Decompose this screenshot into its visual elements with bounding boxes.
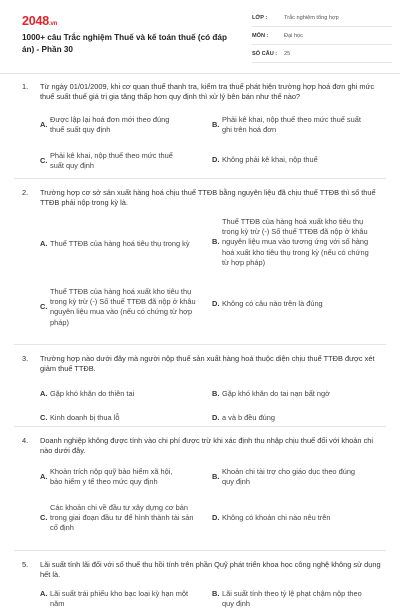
option-text: Phải kê khai, nộp thuế theo mức thuế suất quy định xyxy=(50,150,173,171)
divider xyxy=(14,550,386,551)
option-text: Thuế TTĐB của hàng hoá tiêu thụ trong kỳ xyxy=(50,238,190,248)
option-c[interactable] xyxy=(40,503,215,534)
option-letter: A. xyxy=(40,119,48,129)
option-c[interactable] xyxy=(40,287,215,328)
option-b[interactable] xyxy=(212,389,382,399)
question-text: Trường hợp cơ sở sản xuất hàng hoá chịu thuế TTĐB bằng nguyên liệu đã chịu thuế TTĐB thì số thuế TTĐB phải nộp trong kỳ là. xyxy=(40,188,376,208)
meta-row-count xyxy=(252,48,392,63)
divider xyxy=(14,344,386,345)
option-a[interactable] xyxy=(40,389,215,399)
option-letter: C. xyxy=(40,412,48,422)
option-text: a và b đều đúng xyxy=(222,412,276,422)
question-text: Doanh nghiệp không được tính vào chi phí được trừ khi xác định thu nhập chịu thuế đối với khoản chi nào dưới đây. xyxy=(40,436,374,456)
question-4 xyxy=(22,436,382,533)
option-letter: B. xyxy=(212,388,220,398)
divider xyxy=(14,178,386,179)
option-letter: D. xyxy=(212,298,220,308)
document-title: 1000+ câu Trắc nghiệm Thuế và kế toán thuế (có đáp án) - Phần 30 xyxy=(22,33,227,54)
meta-value: Trắc nghiệm tổng hợp xyxy=(284,15,339,22)
option-letter: A. xyxy=(40,471,48,481)
option-a[interactable] xyxy=(40,589,215,609)
question-number: 5. xyxy=(22,560,29,569)
question-stem xyxy=(22,188,382,209)
site-logo[interactable]: 2048.vn xyxy=(22,14,58,28)
option-letter: A. xyxy=(40,588,48,598)
option-letter: B. xyxy=(212,471,220,481)
question-text: Từ ngày 01/01/2009, khi cơ quan thuế thanh tra, kiểm tra thuế phát hiện trường hợp hoá đơn ghi mức thuế suất thuế giá trị gia tăng thấp hơn quy định thì xử lý bên bán như thế nào? xyxy=(40,82,375,102)
option-c[interactable] xyxy=(40,151,215,172)
option-text: Lãi suất trái phiếu kho bạc loại kỳ hạn một năm xyxy=(50,588,189,609)
option-letter: A. xyxy=(40,238,48,248)
option-b[interactable] xyxy=(212,217,382,269)
option-d[interactable] xyxy=(212,299,382,309)
option-text: Được lập lại hoá đơn mới theo đúng thuế suất quy định xyxy=(50,114,170,135)
option-letter: A. xyxy=(40,388,48,398)
question-stem xyxy=(22,436,382,457)
option-a[interactable] xyxy=(40,239,215,249)
question-number: 1. xyxy=(22,82,29,91)
meta-row-subject xyxy=(252,30,392,45)
option-letter: C. xyxy=(40,302,48,312)
option-text: Khoản chi tài trợ cho giáo dục theo đúng quy định xyxy=(222,466,356,487)
meta-key: LỚP : xyxy=(252,15,268,22)
option-text: Phải kê khai, nộp thuế theo mức thuế suất ghi trên hoá đơn xyxy=(222,114,361,135)
question-number: 2. xyxy=(22,188,29,197)
question-text: Lãi suất tính lãi đối với số thuế thu hồi tính trên phần Quỹ phát triển khoa học công nghệ không sử dụng hết là. xyxy=(40,560,381,580)
option-letter: C. xyxy=(40,513,48,523)
option-letter: B. xyxy=(212,588,220,598)
option-text: Không có khoản chi nào nêu trên xyxy=(222,512,331,522)
question-stem xyxy=(22,354,382,375)
document-meta xyxy=(252,12,392,66)
option-text: Không có câu nào trên là đúng xyxy=(222,298,323,308)
option-b[interactable] xyxy=(212,589,382,609)
option-text: Kinh doanh bị thua lỗ xyxy=(50,412,120,422)
option-text: Thuế TTĐB của hàng hoá xuất kho tiêu thụ trong kỳ trừ (-) Số thuế TTĐB đã nộp ở khâu nguyên liệu mua vào tương ứng với số hàng hoá xuất kho tiêu thụ trong kỳ (nếu có chứng từ hợp pháp) xyxy=(222,216,369,268)
option-text: Không phải kê khai, nộp thuế xyxy=(222,154,318,164)
meta-value: Đại học xyxy=(284,33,303,40)
option-letter: B. xyxy=(212,237,220,247)
question-2 xyxy=(22,188,382,327)
question-stem xyxy=(22,560,382,581)
option-text: Thuế TTĐB của hàng hoá xuất kho tiêu thụ trong kỳ trừ (-) Số thuế TTĐB đã nộp ở khâu nguyên liệu mua vào (nếu có chứng từ hợp pháp) xyxy=(50,286,196,327)
question-number: 3. xyxy=(22,354,29,363)
option-letter: C. xyxy=(40,155,48,165)
option-a[interactable] xyxy=(40,467,215,488)
option-c[interactable] xyxy=(40,413,215,423)
option-b[interactable] xyxy=(212,115,382,136)
question-stem xyxy=(22,82,382,103)
option-b[interactable] xyxy=(212,467,382,488)
option-d[interactable] xyxy=(212,155,382,165)
divider xyxy=(14,426,386,427)
option-a[interactable] xyxy=(40,115,215,136)
meta-key: SỐ CÂU : xyxy=(252,51,278,58)
option-letter: B. xyxy=(212,119,220,129)
question-1 xyxy=(22,82,382,171)
option-text: Các khoản chi về đầu tư xây dựng cơ bản trong giai đoạn đầu tư để hình thành tài sản cố định xyxy=(50,502,194,533)
question-text: Trường hợp nào dưới đây mà người nộp thuế sản xuất hàng hoá thuộc diện chịu thuế TTĐB được xét giảm thuế TTĐB. xyxy=(40,354,375,374)
option-text: Gặp khó khăn do tai nạn bất ngờ xyxy=(222,388,330,398)
option-letter: D. xyxy=(212,512,220,522)
option-text: Gặp khó khăn do thiên tai xyxy=(50,388,135,398)
option-letter: D. xyxy=(212,412,220,422)
option-d[interactable] xyxy=(212,513,382,523)
question-5 xyxy=(22,560,382,609)
meta-value: 25 xyxy=(284,51,291,58)
meta-row-class xyxy=(252,12,392,27)
option-letter: D. xyxy=(212,154,220,164)
option-text: Khoản trích nộp quỹ bảo hiểm xã hội, bảo hiểm y tế theo mức quy định xyxy=(50,466,173,487)
question-3 xyxy=(22,354,382,422)
option-text: Lãi suất tính theo tỷ lệ phạt chậm nộp theo quy định xyxy=(222,588,362,609)
meta-key: MÔN : xyxy=(252,33,269,40)
option-d[interactable] xyxy=(212,413,382,423)
page-header xyxy=(0,0,400,74)
question-number: 4. xyxy=(22,436,29,445)
